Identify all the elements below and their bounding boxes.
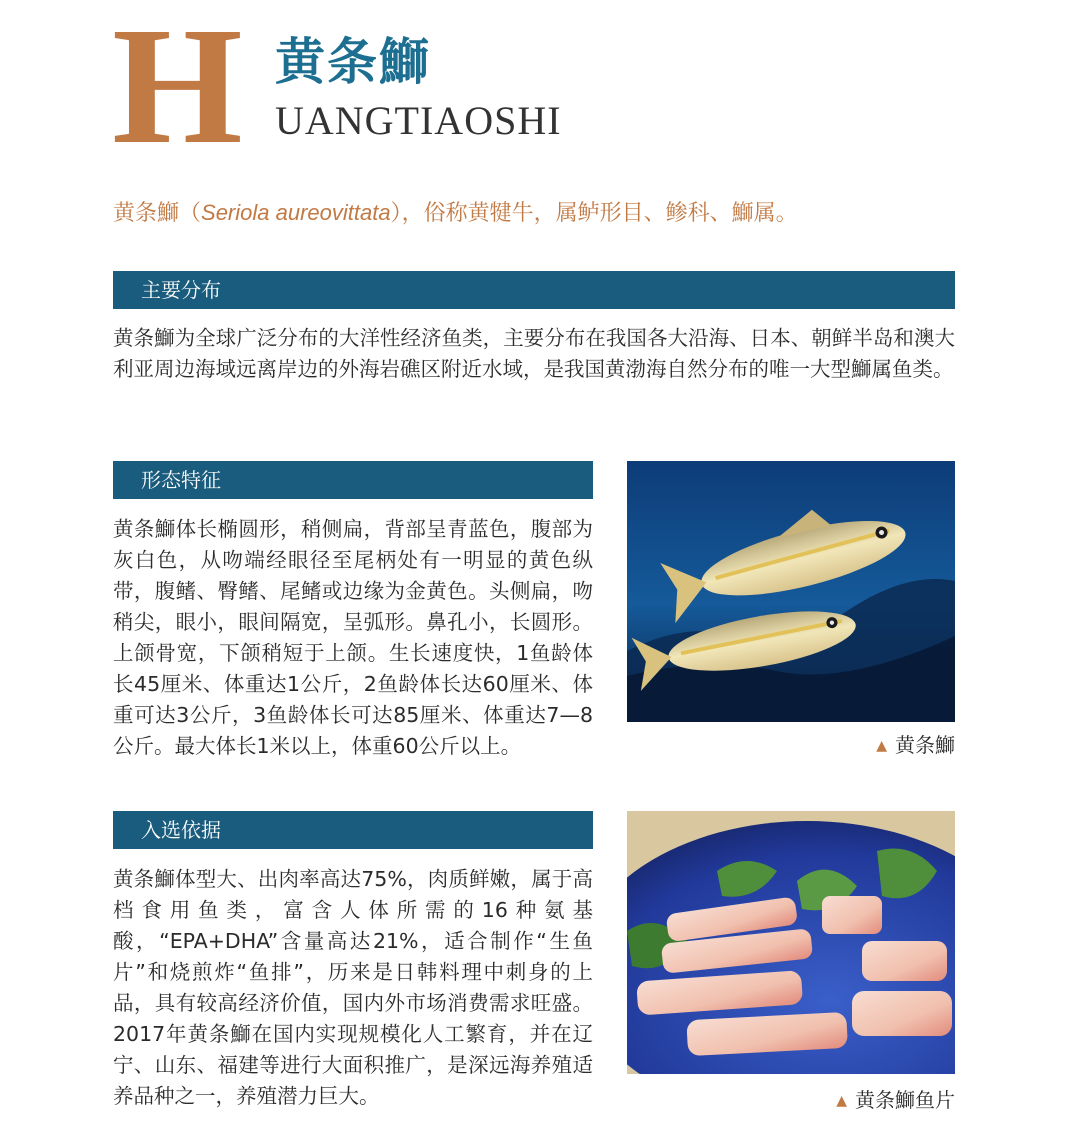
sashimi-photo-caption bbox=[836, 1086, 955, 1115]
distribution-text: 黄条鰤为全球广泛分布的大洋性经济鱼类，主要分布在我国各大沿海、日本、朝鲜半岛和澳大利亚周边海域远离岸边的外海岩礁区附近水域，是我国黄渤海自然分布的唯一大型鰤属鱼类。 bbox=[113, 326, 955, 381]
intro-suffix: ），俗称黄犍牛，属鲈形目、鲹科、鰤属。 bbox=[390, 201, 798, 226]
selection-text: 黄条鰤体型大、出肉率高达75%，肉质鲜嫩，属于高档食用鱼类，富含人体所需的16种氨基酸，“EPA+DHA”含量高达21%，适合制作“生鱼片”和烧煎炸“鱼排”，历来是日韩料理中刺身的上品，具有较高经济价值，国内外市场消费需求旺盛。2017年黄条鰤在国内实现规模化人工繁育，并在辽宁、山东、福建等进行大面积推广，是深远海养殖适养品种之一，养殖潜力巨大。 bbox=[113, 867, 593, 1108]
section-heading-selection: 入选依据 bbox=[113, 811, 593, 849]
intro-prefix: 黄条鰤（ bbox=[113, 201, 202, 226]
page-subtitle-pinyin: UANGTIAOSHI bbox=[275, 98, 562, 143]
sashimi-caption-text: 黄条鰤鱼片 bbox=[855, 1088, 955, 1112]
fish-illustration bbox=[627, 461, 955, 722]
latin-name: Seriola aureovittata bbox=[201, 200, 391, 225]
intro-sentence bbox=[113, 196, 958, 231]
page-title: 黄条鰤 bbox=[275, 33, 431, 91]
fish-photo bbox=[627, 461, 955, 722]
fish-photo-caption bbox=[876, 731, 955, 760]
morphology-text: 黄条鰤体长椭圆形，稍侧扁，背部呈青蓝色，腹部为灰白色，从吻端经眼径至尾柄处有一明显的黄色纵带，腹鳍、臀鳍、尾鳍或边缘为金黄色。头侧扁，吻稍尖，眼小，眼间隔宽，呈弧形。鼻孔小，长圆形。上颌骨宽，下颌稍短于上颌。生长速度快，1鱼龄体长45厘米、体重达1公斤，2鱼龄体长达60厘米、体重可达3公斤，3鱼龄体长可达85厘米、体重达7—8公斤。最大体长1米以上，体重60公斤以上。 bbox=[113, 517, 593, 758]
sashimi-illustration bbox=[627, 811, 955, 1074]
triangle-marker-icon: ▲ bbox=[836, 1093, 847, 1109]
sashimi-photo bbox=[627, 811, 955, 1074]
section-heading-distribution: 主要分布 bbox=[113, 271, 955, 309]
fish-caption-text: 黄条鰤 bbox=[895, 733, 955, 757]
section-heading-morphology: 形态特征 bbox=[113, 461, 593, 499]
initial-letter: H bbox=[112, 0, 243, 179]
triangle-marker-icon: ▲ bbox=[876, 738, 887, 754]
